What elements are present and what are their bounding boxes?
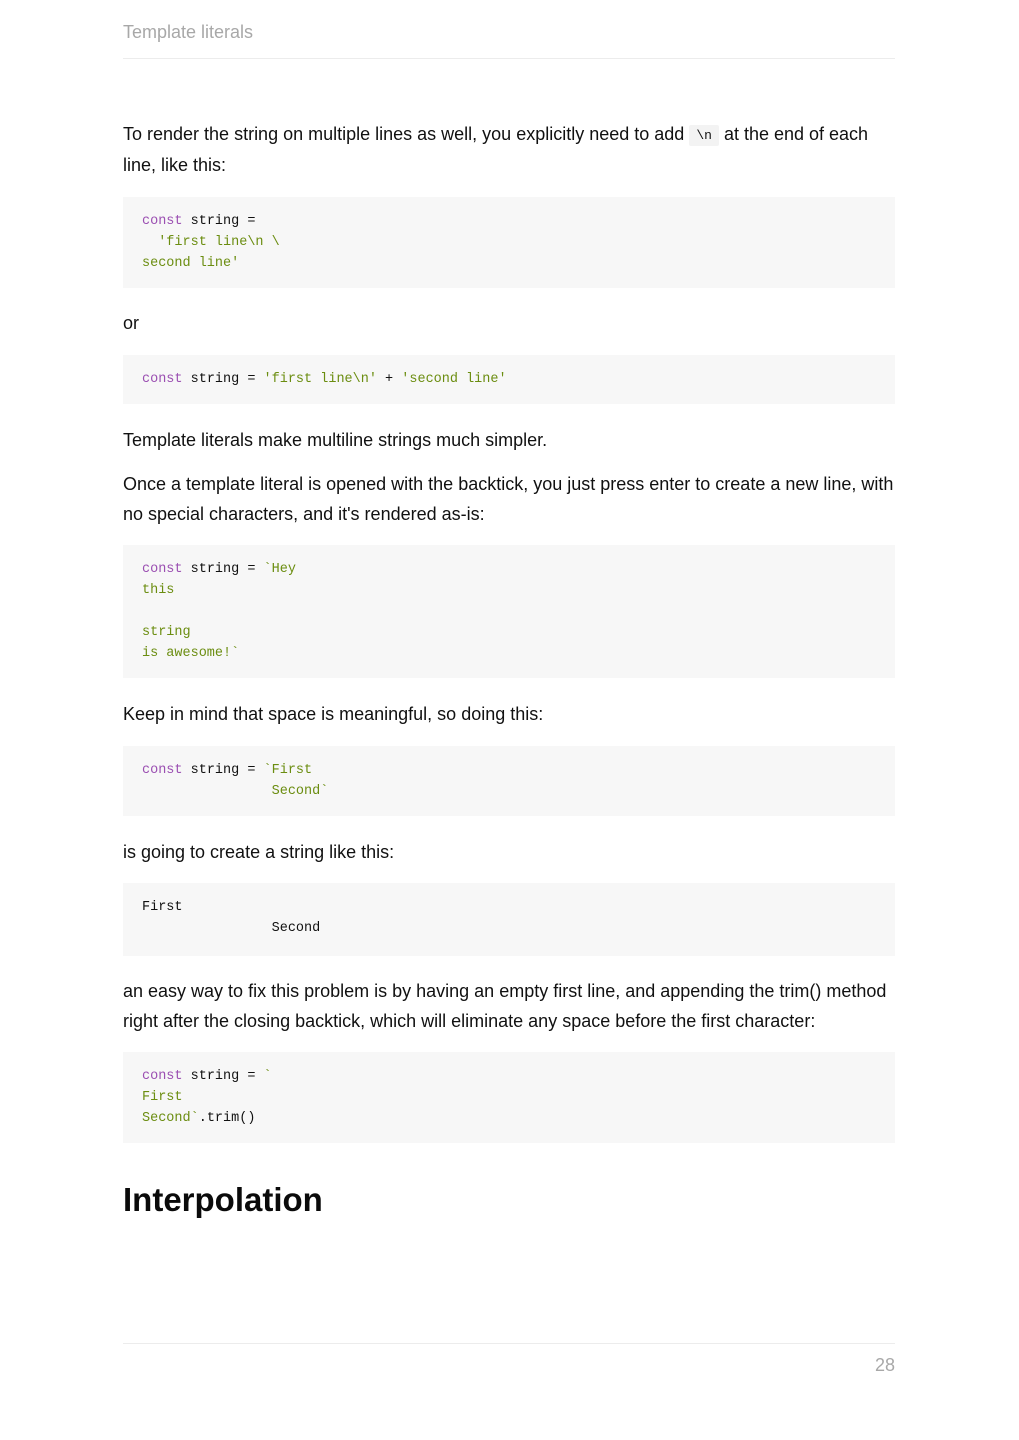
paragraph-space-meaningful: Keep in mind that space is meaningful, so doing this: xyxy=(123,704,544,724)
code-string: is awesome!` xyxy=(142,646,240,661)
header-divider xyxy=(123,58,895,59)
code-string: First xyxy=(142,1090,183,1105)
paragraph-result-intro: is going to create a string like this: xyxy=(123,841,395,862)
footer-divider xyxy=(123,1343,895,1344)
page-number: 28 xyxy=(874,1355,895,1375)
code-text: .trim() xyxy=(198,1111,256,1126)
code-string: `Hey xyxy=(263,562,296,577)
code-string: `First xyxy=(263,762,313,778)
code-string: 'first line\n \ xyxy=(142,235,280,250)
paragraph-template-simpler: Template literals make multiline strings much simpler. xyxy=(123,429,548,450)
code-string: Second` xyxy=(142,1111,199,1126)
page-content xyxy=(123,120,895,1219)
code-string: second line' xyxy=(142,256,240,271)
code-keyword: const xyxy=(142,762,183,778)
code-operator: + xyxy=(376,371,402,387)
code-keyword: const xyxy=(142,371,183,387)
paragraph-or: or xyxy=(123,313,140,333)
code-text: string = xyxy=(182,1069,264,1084)
paragraph-newline-intro xyxy=(123,120,895,180)
code-string: Second` xyxy=(142,783,329,799)
code-keyword: const xyxy=(142,1069,183,1084)
code-string: string xyxy=(142,625,191,640)
code-keyword: const xyxy=(142,214,183,229)
code-block-trim xyxy=(123,1052,895,1143)
code-text: string = xyxy=(182,762,264,778)
running-header: Template literals xyxy=(123,22,254,42)
code-block-output xyxy=(123,883,895,956)
code-string: 'first line\n' xyxy=(263,371,377,387)
code-block-escaped-newline xyxy=(123,197,895,288)
paragraph-trim-fix: an easy way to fix this problem is by having an empty first line, and appending the trim() method right after the closing backtick, which will eliminate any space before the first character: xyxy=(123,981,887,1031)
code-text: First xyxy=(142,900,183,915)
inline-code-newline: \n xyxy=(689,125,719,146)
paragraph-text: at the end of each line, like this: xyxy=(123,124,869,175)
code-string: this xyxy=(142,583,175,598)
paragraph-text: To render the string on multiple lines as well, you explicitly need to add xyxy=(123,124,685,144)
section-heading-interpolation: Interpolation xyxy=(123,1181,323,1218)
code-block-concatenation xyxy=(123,355,895,404)
code-text: string = xyxy=(182,562,264,577)
code-keyword: const xyxy=(142,562,183,577)
code-block-multiline-template xyxy=(123,545,895,678)
code-text: Second xyxy=(142,921,321,936)
code-text: string = xyxy=(182,214,256,229)
code-text: string = xyxy=(182,371,264,387)
code-string: 'second line' xyxy=(401,371,507,387)
paragraph-backtick-explanation: Once a template literal is opened with the backtick, you just press enter to create a new line, with no special characters, and it's rendered as-is: xyxy=(123,474,894,524)
code-string: ` xyxy=(263,1069,272,1084)
code-block-indented-template xyxy=(123,746,895,816)
